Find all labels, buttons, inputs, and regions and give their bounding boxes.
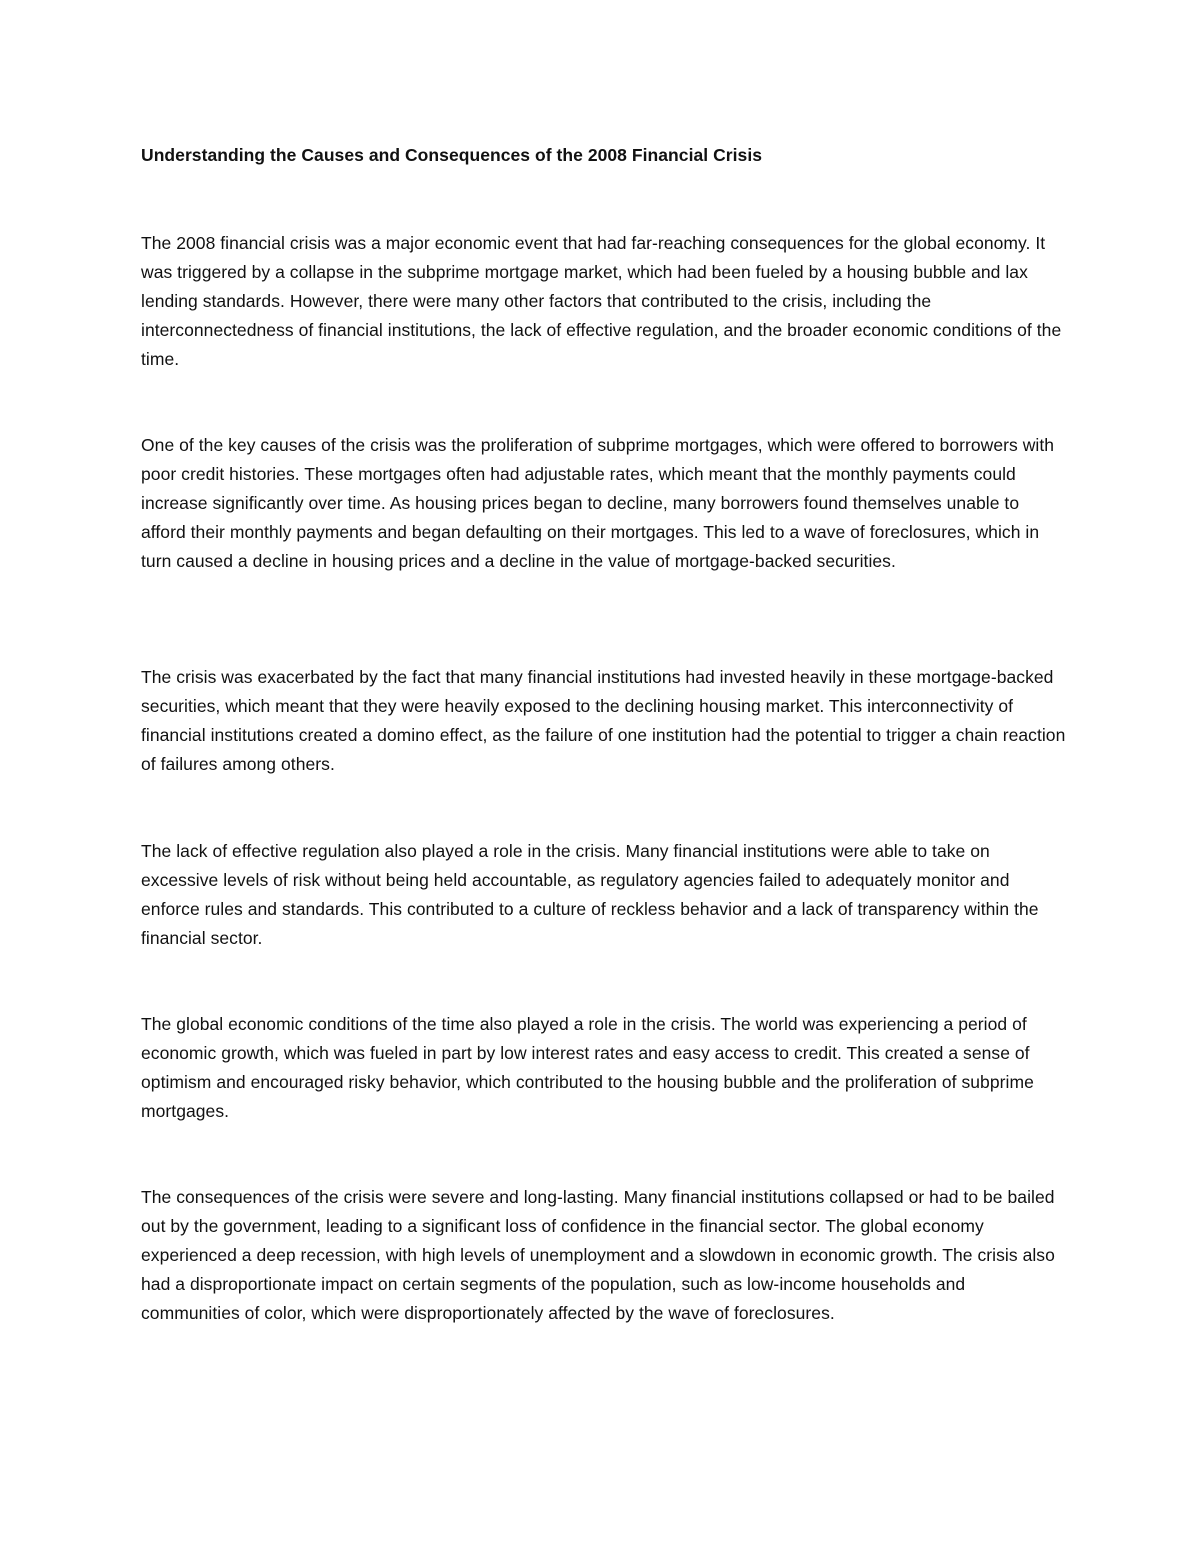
paragraph-interconnectivity: The crisis was exacerbated by the fact that many financial institutions had invested heavily in these mortgage-backed securities, which meant that they were heavily exposed to the declining housing market. This interconnectivity of financial institutions created a domino effect, as the failure of one institution had the potential to trigger a chain reaction of failures among others.	[141, 667, 1066, 774]
document-body	[141, 141, 1066, 1323]
document-title: Understanding the Causes and Consequences of the 2008 Financial Crisis	[141, 145, 763, 165]
paragraph-global-conditions: The global economic conditions of the time also played a role in the crisis. The world was experiencing a period of economic growth, which was fueled in part by low interest rates and easy access to credit. This created a sense of optimism and encouraged risky behavior, which contributed to the housing bubble and the proliferation of subprime mortgages.	[141, 1014, 1034, 1121]
paragraph-consequences: The consequences of the crisis were severe and long-lasting. Many financial institutions collapsed or had to be bailed out by the government, leading to a significant loss of confidence in the financial sector. The global economy experienced a deep recession, with high levels of unemployment and a slowdown in economic growth. The crisis also had a disproportionate impact on certain segments of the population, such as low-income households and communities of color, which were disproportionately affected by the wave of foreclosures.	[141, 1187, 1055, 1323]
paragraph-subprime-mortgages: One of the key causes of the crisis was the proliferation of subprime mortgages, which were offered to borrowers with poor credit histories. These mortgages often had adjustable rates, which meant that the monthly payments could increase significantly over time. As housing prices began to decline, many borrowers found themselves unable to afford their monthly payments and began defaulting on their mortgages. This led to a wave of foreclosures, which in turn caused a decline in housing prices and a decline in the value of mortgage-backed securities.	[141, 435, 1055, 571]
paragraph-regulation: The lack of effective regulation also played a role in the crisis. Many financial institutions were able to take on excessive levels of risk without being held accountable, as regulatory agencies failed to adequately monitor and enforce rules and standards. This contributed to a culture of reckless behavior and a lack of transparency within the financial sector.	[141, 841, 1039, 948]
paragraph-introduction: The 2008 financial crisis was a major economic event that had far-reaching consequences for the global economy. It was triggered by a collapse in the subprime mortgage market, which had been fueled by a housing bubble and lax lending standards. However, there were many other factors that contributed to the crisis, including the interconnectedness of financial institutions, the lack of effective regulation, and the broader economic conditions of the time.	[141, 233, 1062, 369]
